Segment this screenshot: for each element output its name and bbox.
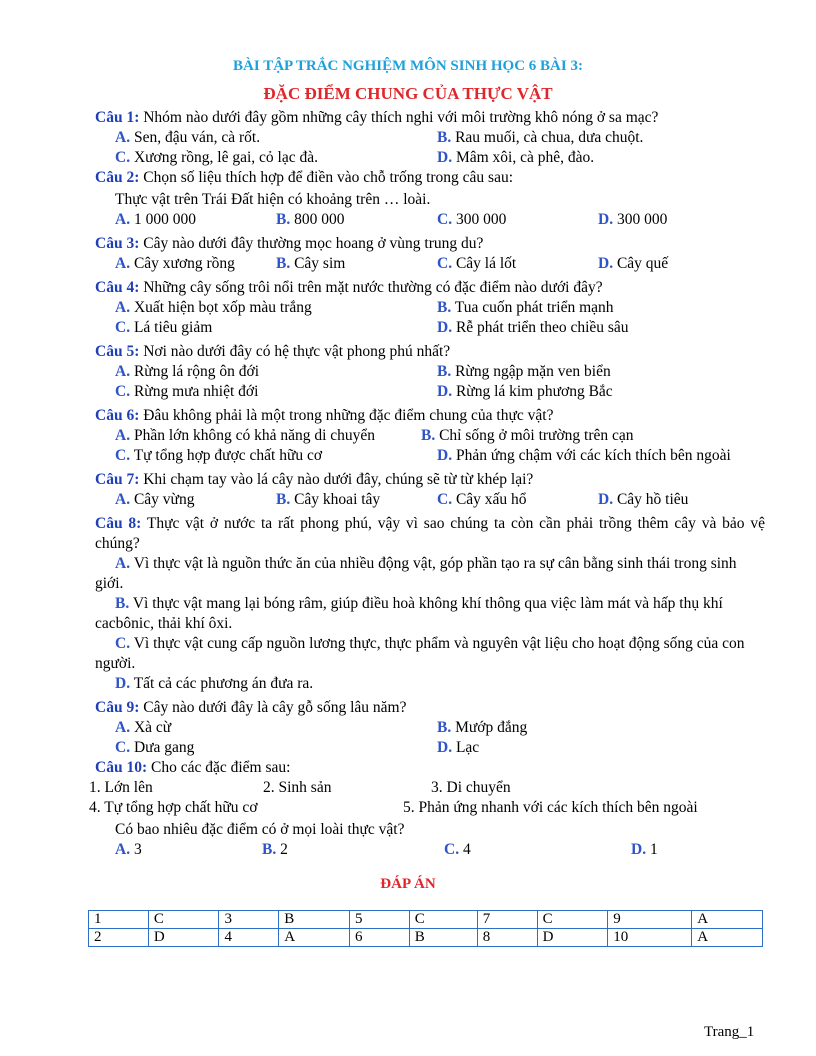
option-letter: D. <box>437 739 453 756</box>
question-number: Câu 10: <box>95 759 148 776</box>
option-a <box>95 554 765 594</box>
option-text: 300 000 <box>455 211 507 228</box>
options-6 <box>95 426 765 466</box>
option-text: Rau muối, cà chua, dưa chuột. <box>455 129 644 146</box>
option-text: Cây quế <box>616 255 669 272</box>
page-number: Trang_1 <box>704 1024 755 1040</box>
option-d <box>437 738 759 758</box>
question-4 <box>95 278 765 298</box>
option-text: 4 <box>462 841 471 858</box>
answer-key-title: ĐÁP ÁN <box>380 876 436 892</box>
option-c <box>437 210 598 230</box>
question-statement: Có bao nhiêu đặc điểm có ở mọi loài thực vật? <box>115 821 405 838</box>
question-number: Câu 6: <box>95 407 140 424</box>
option-a <box>115 490 276 510</box>
option-letter: C. <box>115 635 131 652</box>
question-text: Cây nào dưới đây thường mọc hoang ở vùng trung du? <box>139 235 484 252</box>
question-3 <box>95 234 765 254</box>
options-4 <box>95 298 765 338</box>
table-cell: 2 <box>89 929 149 947</box>
option-text: Tự tổng hợp được chất hữu cơ <box>133 447 323 464</box>
table-cell: 5 <box>349 911 409 929</box>
option-letter: D. <box>115 675 131 692</box>
option-a <box>115 718 437 738</box>
table-cell: A <box>692 929 763 947</box>
option-text: Cây lá lốt <box>455 255 517 272</box>
option-letter: B. <box>276 255 291 272</box>
option-c <box>115 738 437 758</box>
question-2 <box>95 168 765 188</box>
option-b <box>437 128 759 148</box>
option-d <box>437 382 759 402</box>
question-6 <box>95 406 765 426</box>
option-text: Cây xương rồng <box>133 255 235 272</box>
option-text: Tua cuốn phát triển mạnh <box>454 299 614 316</box>
option-a <box>115 840 262 860</box>
option-text: Vì thực vật mang lại bóng râm, giúp điều hoà không khí thông qua việc làm mát và hấp thụ khí cacbônic, thải khí ôxi. <box>95 595 723 632</box>
option-text: Phản ứng chậm với các kích thích bên ngoài <box>455 447 731 464</box>
option-d <box>437 446 763 466</box>
worksheet-subtitle: ĐẶC ĐIỂM CHUNG CỦA THỰC VẬT <box>263 84 553 103</box>
option-text: Phần lớn không có khả năng di chuyển <box>133 427 376 444</box>
option-letter: C. <box>115 383 131 400</box>
table-cell: C <box>148 911 219 929</box>
table-cell: D <box>537 929 608 947</box>
option-letter: A. <box>115 211 131 228</box>
options-3 <box>95 254 765 274</box>
question-text: Nơi nào dưới đây có hệ thực vật phong phú nhất? <box>139 343 451 360</box>
option-b <box>437 298 759 318</box>
option-text: 1 <box>649 841 658 858</box>
option-letter: C. <box>437 491 453 508</box>
option-d <box>95 674 765 694</box>
table-cell: C <box>537 911 608 929</box>
option-text: Xuất hiện bọt xốp màu trắng <box>133 299 312 316</box>
option-letter: C. <box>444 841 460 858</box>
option-letter: B. <box>262 841 277 858</box>
option-letter: A. <box>115 555 131 572</box>
option-letter: B. <box>276 211 291 228</box>
option-text: Mướp đắng <box>455 719 528 736</box>
table-cell: 10 <box>608 929 692 947</box>
feature-item: 3. Di chuyển <box>431 779 511 796</box>
option-letter: C. <box>115 739 131 756</box>
option-c <box>437 490 598 510</box>
option-letter: D. <box>437 149 453 166</box>
question-number: Câu 5: <box>95 343 140 360</box>
option-text: Cây vừng <box>133 491 195 508</box>
option-c <box>115 382 437 402</box>
option-letter: D. <box>437 383 453 400</box>
option-letter: B. <box>115 595 130 612</box>
option-c <box>115 446 437 466</box>
answer-key-table <box>88 910 763 947</box>
table-cell: 1 <box>89 911 149 929</box>
table-cell: A <box>279 929 350 947</box>
option-text: 3 <box>133 841 142 858</box>
option-letter: D. <box>598 255 614 272</box>
options-5 <box>95 362 765 402</box>
option-text: Tất cả các phương án đưa ra. <box>133 675 314 692</box>
options-10 <box>95 840 765 860</box>
question-number: Câu 2: <box>95 169 140 186</box>
table-cell: 4 <box>219 929 279 947</box>
option-letter: A. <box>115 841 131 858</box>
options-9 <box>95 718 765 758</box>
option-a <box>115 128 437 148</box>
question-number: Câu 3: <box>95 235 140 252</box>
option-letter: D. <box>437 447 453 464</box>
table-cell: A <box>692 911 763 929</box>
feature-list-row-2 <box>89 798 765 818</box>
option-text: Rừng mưa nhiệt đới <box>133 383 259 400</box>
option-letter: C. <box>115 447 131 464</box>
worksheet-title: BÀI TẬP TRẮC NGHIỆM MÔN SINH HỌC 6 BÀI 3: <box>233 58 583 74</box>
option-letter: A. <box>115 491 131 508</box>
question-text: Chọn số liệu thích hợp để điền vào chỗ trống trong câu sau: <box>139 169 514 186</box>
option-letter: D. <box>631 841 647 858</box>
question-8 <box>95 514 765 554</box>
option-text: Rừng ngập mặn ven biển <box>455 363 611 380</box>
option-text: Chỉ sống ở môi trường trên cạn <box>439 427 634 444</box>
option-d <box>598 210 759 230</box>
option-text: Vì thực vật là nguồn thức ăn của nhiều động vật, góp phần tạo ra sự cân bằng sinh thái trong sinh giới. <box>95 555 737 592</box>
option-letter: D. <box>598 211 614 228</box>
option-text: Dưa gang <box>133 739 195 756</box>
question-number: Câu 7: <box>95 471 140 488</box>
question-list <box>89 108 765 860</box>
option-letter: A. <box>115 129 131 146</box>
option-text: 800 000 <box>294 211 345 228</box>
option-text: Sen, đậu ván, cà rốt. <box>133 129 261 146</box>
question-number: Câu 9: <box>95 699 140 716</box>
question-statement: Thực vật trên Trái Đất hiện có khoảng trên … loài. <box>115 191 431 208</box>
feature-item: 2. Sinh sản <box>263 779 332 796</box>
option-text: 300 000 <box>616 211 668 228</box>
question-text: Cho các đặc điểm sau: <box>147 759 291 776</box>
option-b <box>276 254 437 274</box>
option-text: Mâm xôi, cà phê, đào. <box>455 149 595 166</box>
option-letter: A. <box>115 427 131 444</box>
feature-list-row-1 <box>89 778 765 798</box>
option-text: Rễ phát triển theo chiều sâu <box>455 319 629 336</box>
option-letter: B. <box>437 129 452 146</box>
option-text: Rừng lá kim phương Bắc <box>455 383 613 400</box>
table-cell: C <box>409 911 477 929</box>
question-number: Câu 4: <box>95 279 140 296</box>
option-text: 2 <box>280 841 288 858</box>
option-b <box>276 210 437 230</box>
option-a <box>115 362 437 382</box>
option-c <box>444 840 631 860</box>
option-text: Vì thực vật cung cấp nguồn lương thực, thực phẩm và nguyên vật liệu cho hoạt động sống của con người. <box>95 635 745 672</box>
option-d <box>437 318 759 338</box>
option-b <box>95 594 765 634</box>
option-a <box>115 298 437 318</box>
option-letter: A. <box>115 299 131 316</box>
option-text: Cây hồ tiêu <box>616 491 689 508</box>
question-7 <box>95 470 765 490</box>
option-d <box>437 148 759 168</box>
table-cell: B <box>279 911 350 929</box>
option-text: Lá tiêu giảm <box>133 319 213 336</box>
question-10 <box>95 758 765 778</box>
question-text: Cây nào dưới đây là cây gỗ sống lâu năm? <box>139 699 407 716</box>
option-b <box>437 362 759 382</box>
option-letter: B. <box>437 719 452 736</box>
feature-item: 4. Tự tổng hợp chất hữu cơ <box>89 799 258 816</box>
option-letter: A. <box>115 363 131 380</box>
option-text: Xà cừ <box>133 719 172 736</box>
feature-item: 5. Phản ứng nhanh với các kích thích bên ngoài <box>403 799 698 816</box>
option-c <box>437 254 598 274</box>
question-text: Thực vật ở nước ta rất phong phú, vậy vì sao chúng ta còn cần phải trồng thêm cây và bảo vệ chúng? <box>95 515 765 552</box>
option-d <box>598 254 759 274</box>
options-1 <box>95 128 765 168</box>
option-letter: B. <box>437 363 452 380</box>
option-d <box>598 490 759 510</box>
option-a <box>115 254 276 274</box>
option-letter: B. <box>276 491 291 508</box>
table-row <box>89 911 763 929</box>
table-cell: 3 <box>219 911 279 929</box>
option-letter: B. <box>437 299 452 316</box>
option-letter: C. <box>115 149 131 166</box>
option-letter: D. <box>437 319 453 336</box>
option-b <box>421 426 751 446</box>
option-text: Cây khoai tây <box>294 491 381 508</box>
options-2 <box>95 210 765 230</box>
option-b <box>276 490 437 510</box>
option-letter: C. <box>437 255 453 272</box>
option-letter: C. <box>437 211 453 228</box>
question-text: Những cây sống trôi nổi trên mặt nước thường có đặc điểm nào dưới đây? <box>139 279 603 296</box>
table-cell: 7 <box>477 911 537 929</box>
question-1 <box>95 108 765 128</box>
question-text: Khi chạm tay vào lá cây nào dưới đây, chúng sẽ từ từ khép lại? <box>139 471 534 488</box>
option-d <box>631 840 731 860</box>
option-letter: B. <box>421 427 436 444</box>
option-c <box>95 634 765 674</box>
option-text: Rừng lá rộng ôn đới <box>133 363 260 380</box>
question-text: Nhóm nào dưới đây gồm những cây thích nghi với môi trường khô nóng ở sa mạc? <box>139 109 659 126</box>
feature-item: 1. Lớn lên <box>89 779 153 796</box>
question-number: Câu 8: <box>95 515 142 532</box>
options-7 <box>95 490 765 510</box>
table-cell: 8 <box>477 929 537 947</box>
option-text: Cây sim <box>294 255 346 272</box>
option-b <box>437 718 759 738</box>
option-letter: A. <box>115 719 131 736</box>
option-text: 1 000 000 <box>133 211 196 228</box>
option-b <box>262 840 444 860</box>
option-text: Lạc <box>455 739 480 756</box>
table-cell: 6 <box>349 929 409 947</box>
question-5 <box>95 342 765 362</box>
option-text: Cây xấu hổ <box>455 491 527 508</box>
option-letter: D. <box>598 491 614 508</box>
table-cell: D <box>148 929 219 947</box>
option-c <box>115 318 437 338</box>
question-number: Câu 1: <box>95 109 140 126</box>
option-letter: A. <box>115 255 131 272</box>
option-a <box>115 426 421 446</box>
table-cell: 9 <box>608 911 692 929</box>
question-text: Đâu không phải là một trong những đặc điểm chung của thực vật? <box>139 407 554 424</box>
option-letter: C. <box>115 319 131 336</box>
option-c <box>115 148 437 168</box>
table-cell: B <box>409 929 477 947</box>
table-row <box>89 929 763 947</box>
option-text: Xương rồng, lê gai, cỏ lạc đà. <box>133 149 318 166</box>
question-9 <box>95 698 765 718</box>
option-a <box>115 210 276 230</box>
